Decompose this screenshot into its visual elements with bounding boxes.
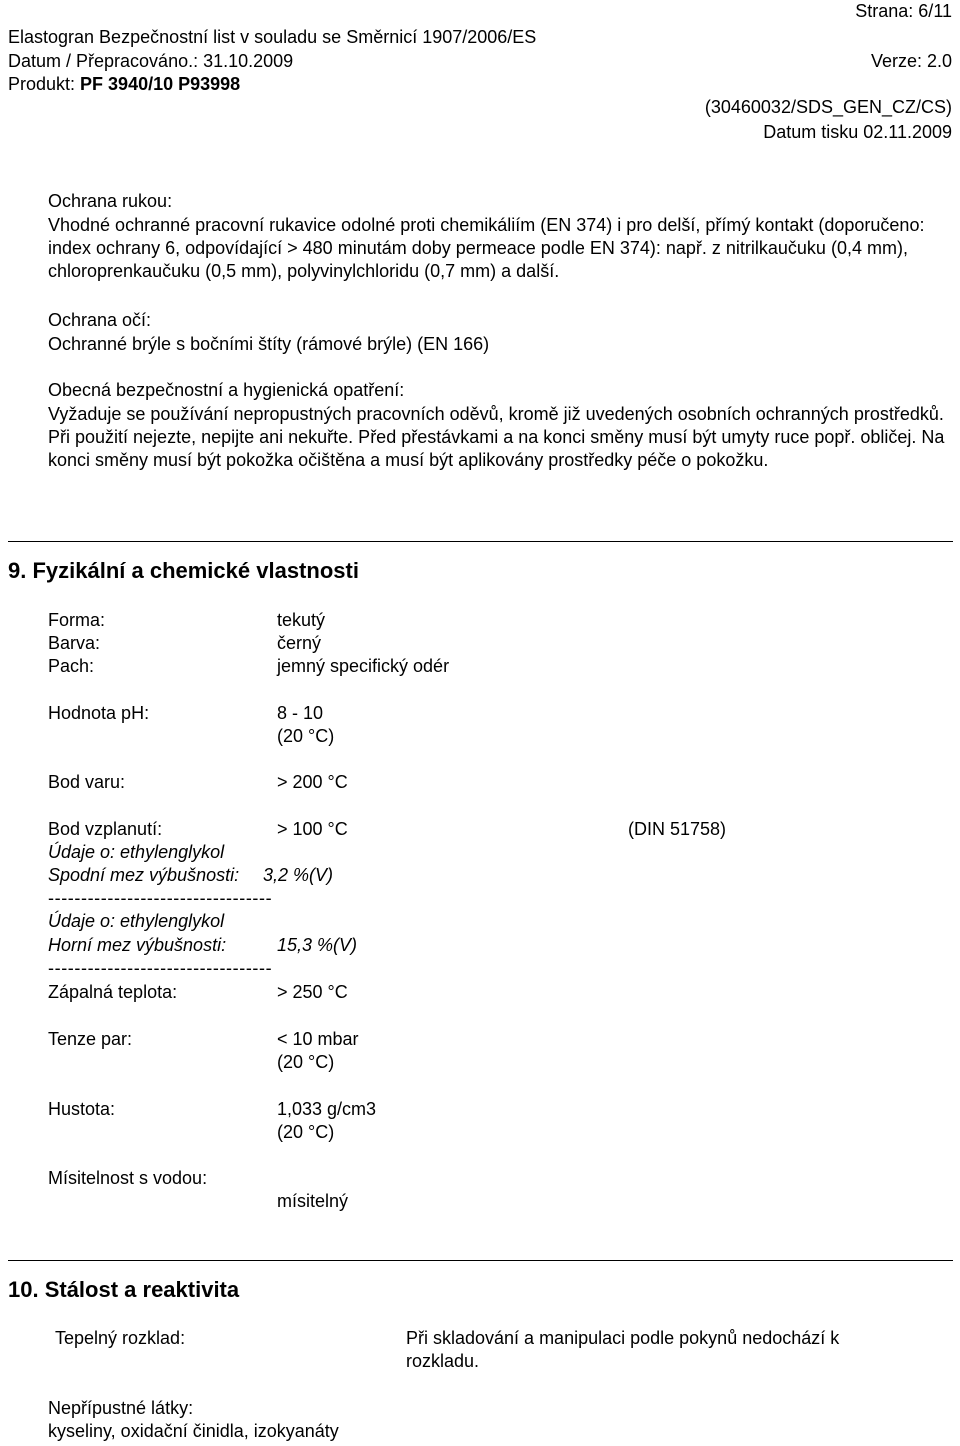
ph-condition: (20 °C) — [277, 726, 335, 746]
vapor-pressure-label: Tenze par: — [48, 1029, 133, 1049]
product-code: PF 3940/10 P93998 — [80, 74, 241, 94]
section-divider — [8, 1260, 953, 1261]
water-miscibility-value: mísitelný — [277, 1191, 349, 1211]
vapor-pressure-condition: (20 °C) — [277, 1052, 335, 1072]
form-value: tekutý — [277, 610, 326, 630]
eye-protection-title: Ochrana očí: — [48, 310, 152, 330]
section9-title: 9. Fyzikální a chemické vlastnosti — [8, 558, 359, 583]
info-source-1: Údaje o: ethylenglykol — [48, 842, 225, 862]
vapor-pressure-value: < 10 mbar — [277, 1029, 359, 1049]
boiling-point-value: > 200 °C — [277, 772, 348, 792]
version: Verze: 2.0 — [870, 51, 952, 71]
page-number: Strana: 6/11 — [855, 1, 952, 21]
density-value: 1,033 g/cm3 — [277, 1099, 377, 1119]
ignition-temp-value: > 250 °C — [277, 982, 348, 1002]
hand-protection-text: Vhodné ochranné pracovní rukavice odolné proti chemikáliím (EN 374) i pro delší, přímý kontakt (doporučeno: index ochrany 6, odpovídající > 480 minutám doby permeace podle EN 374): např. z nitrilkaučuku (0,4 mm), chloroprenkaučuku (0,5 mm), polyvinylchloridu (0,7 mm) a další. — [48, 215, 925, 281]
boiling-point-label: Bod varu: — [48, 772, 126, 792]
separator-dashes-1: ---------------------------------- — [48, 888, 273, 908]
lower-explosion-limit-label: Spodní mez výbušnosti: — [48, 865, 240, 885]
print-date: Datum tisku 02.11.2009 — [763, 122, 952, 142]
odor-label: Pach: — [48, 656, 95, 676]
doc-id: (30460032/SDS_GEN_CZ/CS) — [704, 97, 952, 117]
odor-value: jemný specifický odér — [277, 656, 450, 676]
flash-point-label: Bod vzplanutí: — [48, 819, 163, 839]
color-value: černý — [277, 633, 322, 653]
section-divider — [8, 541, 953, 542]
revision-date: Datum / Přepracováno.: 31.10.2009 — [8, 51, 294, 71]
thermal-decomposition-label: Tepelný rozklad: — [55, 1328, 186, 1348]
flash-point-method: (DIN 51758) — [628, 819, 727, 839]
document-title: Elastogran Bezpečnostní list v souladu se Směrnicí 1907/2006/ES — [8, 27, 537, 47]
incompatible-materials-label: Nepřípustné látky: — [48, 1398, 194, 1418]
general-hygiene-text: Vyžaduje se používání nepropustných pracovních oděvů, kromě již uvedených osobních ochranných prostředků. Při použití nejezte, nepijte ani nekuřte. Před přestávkami a na konci směny musí být umyty ruce popř. obličej. Na konci směny musí být pokožka očištěna a musí být aplikovány prostředky péče o pokožku. — [48, 404, 945, 470]
section10-title: 10. Stálost a reaktivita — [8, 1277, 240, 1302]
upper-explosion-limit-label: Horní mez výbušnosti: — [48, 935, 227, 955]
product-label: Produkt: — [8, 74, 81, 94]
form-label: Forma: — [48, 610, 106, 630]
info-source-2: Údaje o: ethylenglykol — [48, 911, 225, 931]
color-label: Barva: — [48, 633, 101, 653]
incompatible-materials-value: kyseliny, oxidační činidla, izokyanáty — [48, 1421, 339, 1441]
ignition-temp-label: Zápalná teplota: — [48, 982, 178, 1002]
eye-protection-text: Ochranné brýle s bočními štíty (rámové brýle) (EN 166) — [48, 334, 490, 354]
upper-explosion-limit-value: 15,3 %(V) — [277, 935, 358, 955]
ph-label: Hodnota pH: — [48, 703, 150, 723]
water-miscibility-label: Mísitelnost s vodou: — [48, 1168, 208, 1188]
density-label: Hustota: — [48, 1099, 116, 1119]
thermal-decomposition-value: Při skladování a manipulaci podle pokynů nedochází k rozkladu. — [406, 1328, 840, 1371]
separator-dashes-2: ---------------------------------- — [48, 958, 273, 978]
product-line — [8, 73, 240, 96]
flash-point-value: > 100 °C — [277, 819, 348, 839]
general-hygiene-title: Obecná bezpečnostní a hygienická opatření: — [48, 380, 405, 400]
ph-value: 8 - 10 — [277, 703, 324, 723]
density-condition: (20 °C) — [277, 1122, 335, 1142]
hand-protection-title: Ochrana rukou: — [48, 191, 173, 211]
lower-explosion-limit-value: 3,2 %(V) — [263, 865, 334, 885]
